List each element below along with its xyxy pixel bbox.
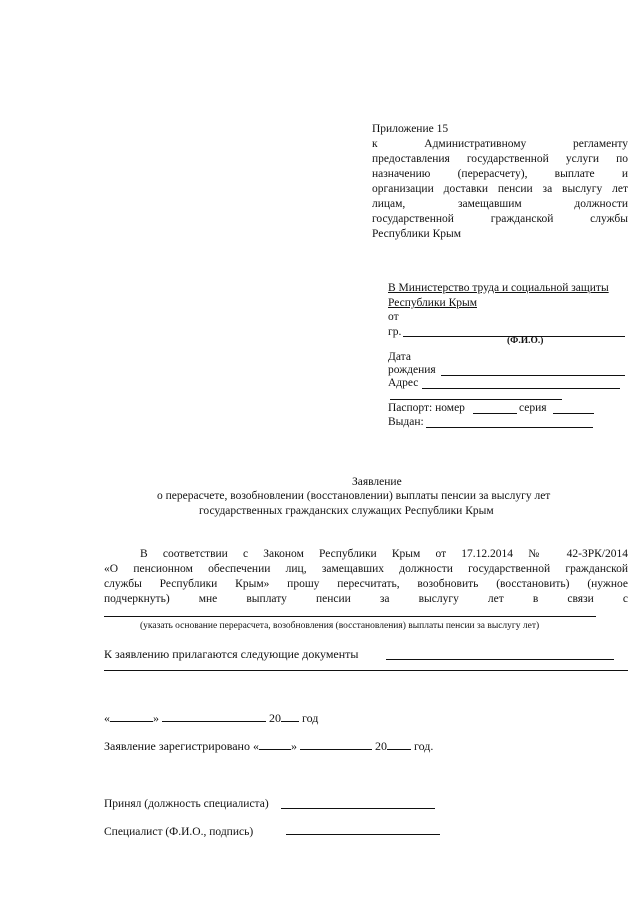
registered-year-word: год. [413,739,434,753]
doc-subtitle-line2: государственных гражданских служащих Республики Крым [199,505,494,517]
fio-caption: (Ф.И.О.) [507,336,544,346]
addressee-to-line1: В Министерство труда и социальной защиты [388,282,609,294]
date-year-field[interactable] [281,710,299,722]
passport-series-field[interactable] [553,413,594,414]
reason-field[interactable] [104,616,596,617]
appendix-line1-mid: Административному [424,138,527,150]
doc-title: Заявление [352,476,402,488]
appendix-line5: лицам, замещавшим должности [372,198,628,210]
dob-field[interactable] [441,375,625,376]
attachments-label: К заявлению прилагаются следующие документы [104,647,359,661]
appendix-line2: предоставления государственной услуги по [372,153,628,165]
received-label: Принял (должность специалиста) [104,798,269,810]
series-label: серия [519,402,547,414]
address-field-2[interactable] [390,399,562,400]
registered-day-field[interactable] [259,738,291,750]
body-line2: «О пенсионном обеспечении лиц, замещавших должности государственной гражданской [104,563,628,575]
appendix-title: Приложение 15 [372,123,449,135]
registered-month-field[interactable] [300,738,372,750]
date-line [104,710,318,726]
date-close-quote: » [153,711,159,725]
received-field[interactable] [281,808,435,809]
issued-field[interactable] [426,427,593,428]
registered-century: 20 [374,739,387,753]
body-line3: службы Республики Крым» прошу пересчитать, возобновить (восстановить) (нужное [104,578,628,590]
registered-close-quote: » [290,739,297,753]
registered-label: Заявление зарегистрировано « [104,739,259,753]
appendix-line1 [372,137,628,152]
attachments-field[interactable] [386,659,614,660]
date-year-word: год [302,711,319,725]
dob-label2: рождения [388,364,436,376]
appendix-line7: Республики Крым [372,228,461,240]
body-line1: В соответствии с Законом Республики Крым от 17.12.2014 № 42-ЗРК/2014 [140,548,628,560]
body-line4: подчеркнуть) мне выплату пенсии за выслугу лет в связи с [104,593,628,605]
registered-line [104,738,433,754]
appendix-line1-left: к [372,138,378,150]
date-month-field[interactable] [162,710,266,722]
addressee-to-line2: Республики Крым [388,297,477,309]
addressee-gr-label: гр. [388,326,402,338]
date-day-field[interactable] [110,710,153,722]
reason-caption: (указать основание перерасчета, возобновления (восстановления) выплаты пенсии за выслугу лет) [140,621,540,631]
appendix-line1-right: регламенту [572,138,628,150]
specialist-label: Специалист (Ф.И.О., подпись) [104,826,254,838]
appendix-line4: организации доставки пенсии за выслугу лет [372,183,628,195]
date-open-quote: « [104,711,110,725]
dob-label1: Дата [388,351,411,363]
registered-year-field[interactable] [387,738,411,750]
attachments-field-2[interactable] [104,670,628,671]
address-field[interactable] [422,388,620,389]
doc-subtitle-line1: о перерасчете, возобновлении (восстановлении) выплаты пенсии за выслугу лет [157,490,551,502]
appendix-line6: государственной гражданской службы [372,213,628,225]
issued-label: Выдан: [388,416,424,428]
passport-number-field[interactable] [473,413,517,414]
specialist-field[interactable] [286,834,440,835]
date-century: 20 [269,711,281,725]
appendix-line3: назначению (перерасчету), выплате и [372,168,628,180]
address-label: Адрес [388,377,419,389]
addressee-from-label: от [388,311,399,323]
passport-label: Паспорт: номер [388,402,465,414]
